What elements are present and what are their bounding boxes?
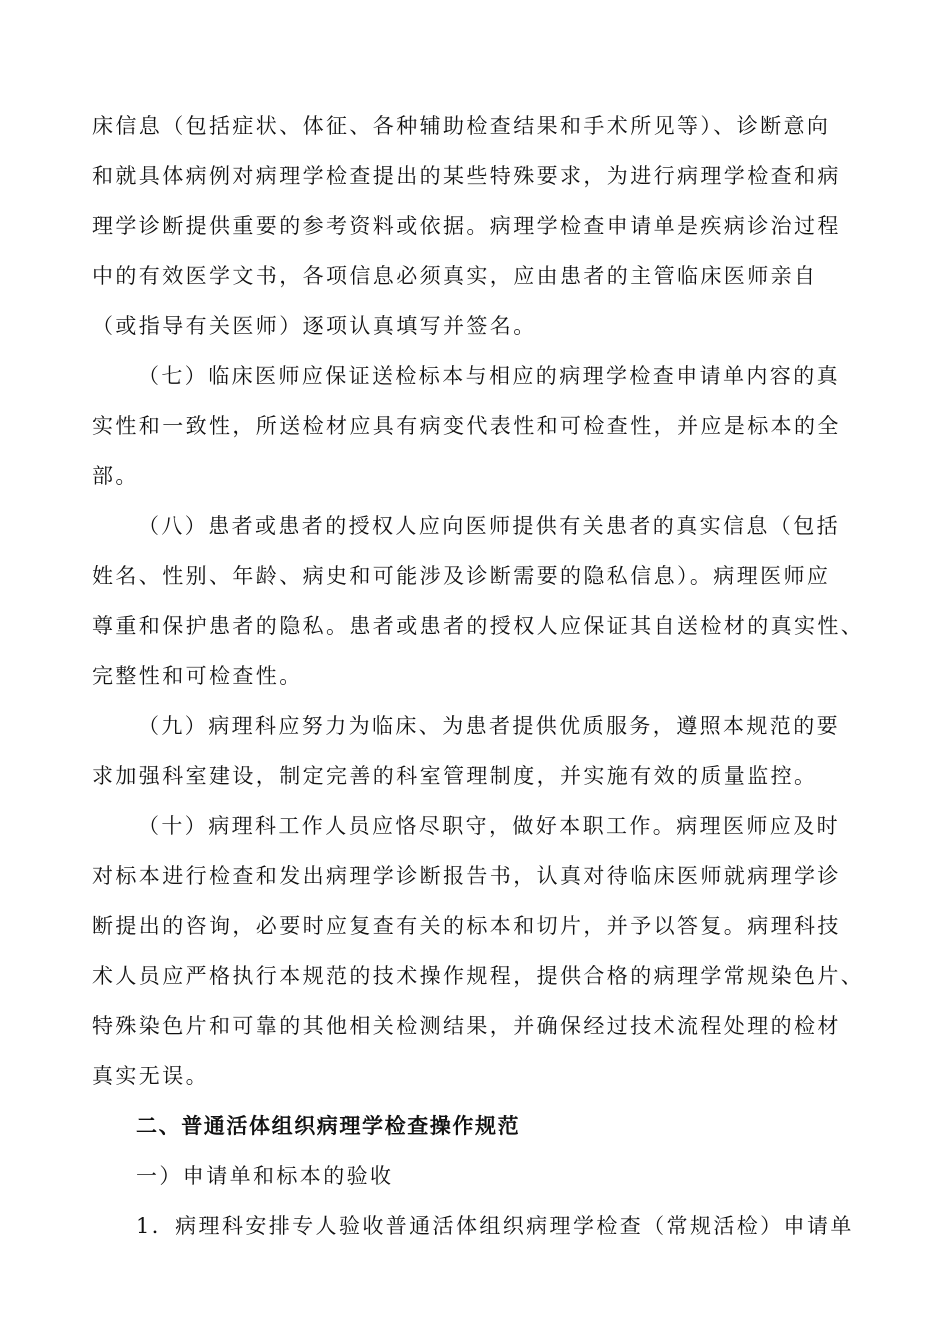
- paragraph-line: 术人员应严格执行本规范的技术操作规程，提供合格的病理学常规染色片、: [92, 964, 865, 988]
- numbered-item-line: 1．病理科安排专人验收普通活体组织病理学检查（常规活检）申请单: [136, 1214, 854, 1238]
- paragraph-10-first-line: （十）病理科工作人员应恪尽职守，做好本职工作。病理医师应及时: [138, 814, 840, 838]
- section-heading: 二、普通活体组织病理学检查操作规范: [136, 1114, 521, 1138]
- paragraph-line: 对标本进行检查和发出病理学诊断报告书，认真对待临床医师就病理学诊: [92, 864, 841, 888]
- paragraph-line: 实性和一致性，所送检材应具有病变代表性和可检查性，并应是标本的全: [92, 414, 841, 438]
- paragraph-line: 特殊染色片和可靠的其他相关检测结果，并确保经过技术流程处理的检材: [92, 1014, 841, 1038]
- paragraph-7-first-line: （七）临床医师应保证送检标本与相应的病理学检查申请单内容的真: [138, 364, 840, 388]
- paragraph-line: 姓名、性别、年龄、病史和可能涉及诊断需要的隐私信息）。病理医师应: [92, 564, 831, 588]
- paragraph-line: 真实无误。: [92, 1064, 209, 1088]
- paragraph-line: 中的有效医学文书，各项信息必须真实，应由患者的主管临床医师亲自: [92, 264, 818, 288]
- paragraph-line: 求加强科室建设，制定完善的科室管理制度，并实施有效的质量监控。: [92, 764, 818, 788]
- paragraph-line: 尊重和保护患者的隐私。患者或患者的授权人应保证其自送检材的真实性、: [92, 614, 865, 638]
- paragraph-line: 理学诊断提供重要的参考资料或依据。病理学检查申请单是疾病诊治过程: [92, 214, 841, 238]
- paragraph-line: （或指导有关医师）逐项认真填写并签名。: [92, 314, 537, 338]
- paragraph-8-first-line: （八）患者或患者的授权人应向医师提供有关患者的真实信息（包括: [138, 514, 840, 538]
- paragraph-line: 部。: [92, 464, 139, 488]
- paragraph-line: 完整性和可检查性。: [92, 664, 303, 688]
- paragraph-line: 和就具体病例对病理学检查提出的某些特殊要求，为进行病理学检查和病: [92, 164, 841, 188]
- paragraph-line: 床信息（包括症状、体征、各种辅助检查结果和手术所见等）、诊断意向: [92, 114, 831, 138]
- paragraph-9-first-line: （九）病理科应努力为临床、为患者提供优质服务，遵照本规范的要: [138, 714, 840, 738]
- subsection-heading: 一）申请单和标本的验收: [136, 1164, 394, 1188]
- paragraph-line: 断提出的咨询，必要时应复查有关的标本和切片，并予以答复。病理科技: [92, 914, 841, 938]
